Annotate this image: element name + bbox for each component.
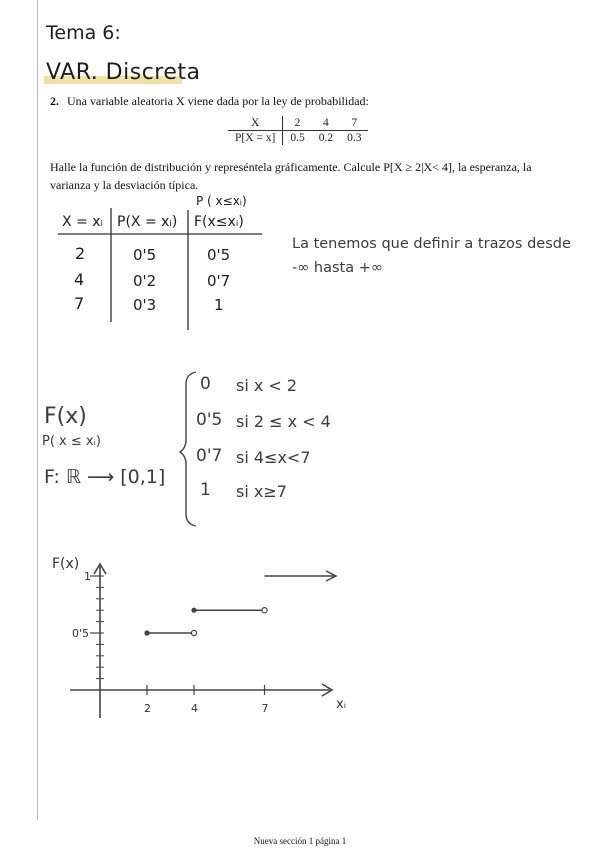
- table-head-cell: 4: [312, 116, 340, 131]
- y-tick-label: 0'5: [72, 627, 90, 640]
- hand-table-header: P(X = xᵢ): [117, 214, 178, 230]
- x-tick-label: 4: [191, 702, 198, 715]
- table-head-cell: 7: [340, 116, 368, 131]
- note-line-2: -∞ hasta +∞: [292, 260, 383, 276]
- table-head-cell: 2: [283, 116, 312, 131]
- hand-table-cell: 2: [75, 244, 86, 263]
- hand-table-cell: 4: [74, 270, 85, 289]
- hand-table-cell: 1: [214, 296, 224, 314]
- y-axis-label: F(x): [52, 556, 80, 572]
- step-start-dot: [144, 630, 149, 635]
- page-footer: Nueva sección 1 página 1: [253, 836, 347, 846]
- table-cell: 0.5: [290, 132, 305, 144]
- problem-text: Una variable aleatoria X viene dada por la ley de probabilidad:: [67, 94, 369, 108]
- step-end-open-dot: [262, 608, 267, 613]
- step-end-open-dot: [191, 630, 196, 635]
- table-row-label: P[X = x]: [228, 131, 283, 146]
- cases-brace: [180, 372, 196, 526]
- hand-table-cell: 0'2: [133, 272, 157, 290]
- case-value: 0'7: [196, 446, 223, 466]
- table-cell: 0.3: [347, 132, 362, 144]
- y-tick-label: 1: [84, 570, 91, 583]
- case-condition: si 4≤x<7: [236, 448, 311, 467]
- case-value: 0'5: [196, 410, 223, 430]
- function-name: F(x): [44, 404, 87, 429]
- hand-table-cell: 0'7: [207, 272, 231, 290]
- table-cell: 0.2: [318, 132, 334, 144]
- section-title: VAR. Discreta: [46, 60, 201, 85]
- hand-table-header: X = xᵢ: [62, 214, 104, 230]
- x-tick-label: 7: [261, 702, 269, 715]
- step-chart: [52, 556, 346, 718]
- hand-table-top-label: P ( x≤xᵢ): [196, 194, 247, 208]
- step-start-dot: [191, 608, 196, 613]
- x-axis-label: xᵢ: [336, 697, 347, 712]
- case-condition: si x < 2: [236, 376, 298, 395]
- case-value: 1: [200, 480, 211, 500]
- x-tick-label: 2: [144, 702, 151, 715]
- hand-table-cell: 0'5: [133, 246, 157, 264]
- problem-question: Halle la función de distribución y represéntela gráficamente. Calcule P[X ≥ 2|X< 4], la esperanza, la varianza y la desviación típica.: [50, 160, 532, 192]
- hand-table-header: F(x≤xᵢ): [194, 214, 244, 230]
- topic-title: Tema 6:: [46, 22, 121, 44]
- function-subtitle: P( x ≤ xᵢ): [42, 434, 101, 449]
- case-value: 0: [200, 374, 211, 394]
- hand-table-cell: 0'3: [133, 296, 157, 314]
- note-line-1: La tenemos que definir a trazos desde: [292, 236, 571, 252]
- function-mapping: F: ℝ ⟶ [0,1]: [44, 466, 166, 488]
- case-condition: si 2 ≤ x < 4: [236, 412, 331, 431]
- case-condition: si x≥7: [236, 482, 287, 501]
- problem-number: 2.: [50, 94, 59, 108]
- table-head-label: X: [228, 116, 283, 131]
- hand-table-cell: 7: [74, 294, 85, 313]
- hand-table-cell: 0'5: [207, 246, 231, 264]
